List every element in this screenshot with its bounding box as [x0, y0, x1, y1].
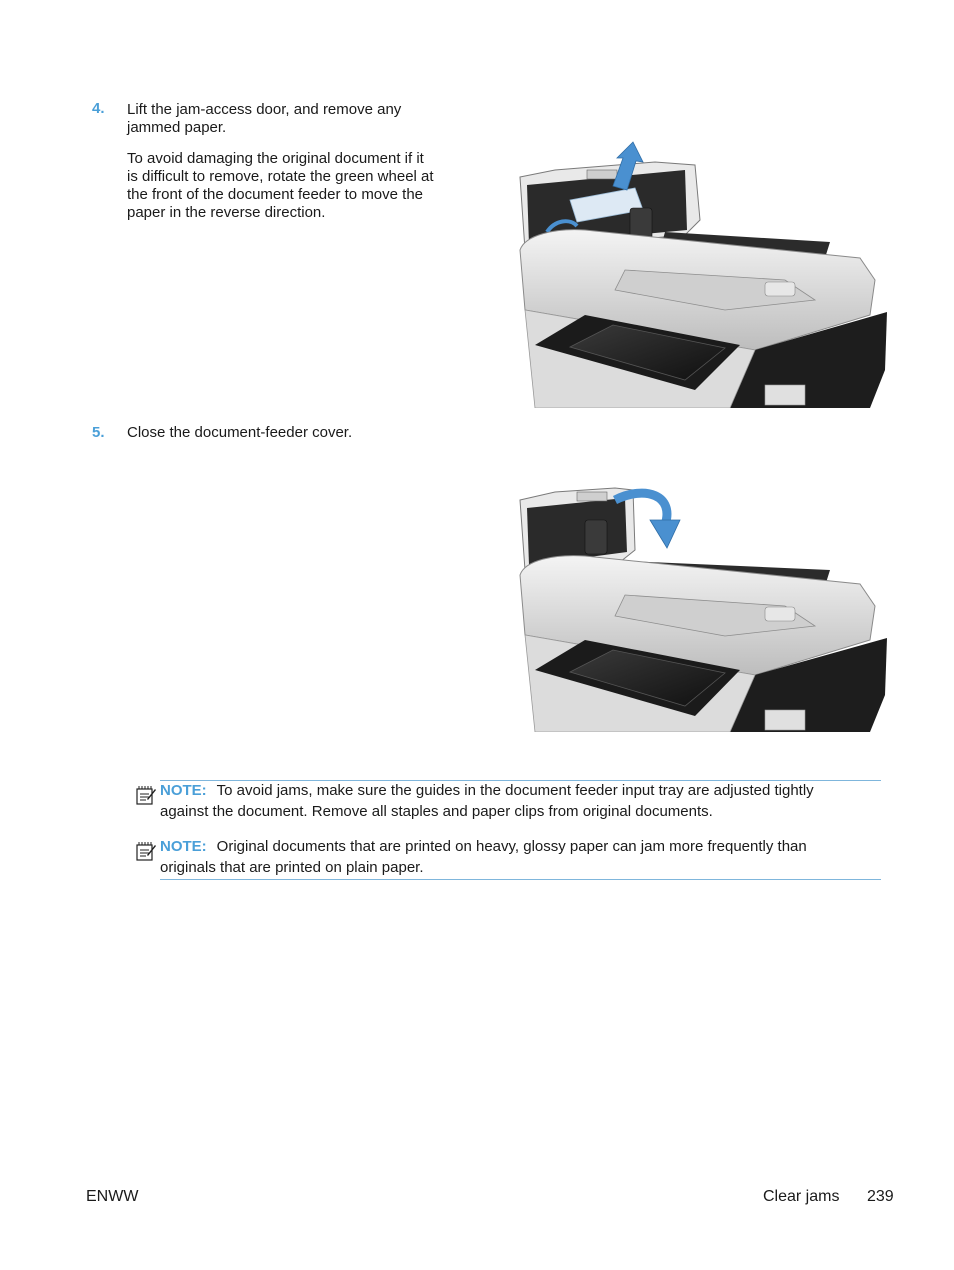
- footer-section: Clear jams: [763, 1188, 840, 1205]
- step-text-line: Close the document-feeder cover.: [127, 424, 353, 441]
- note-line-text: To avoid jams, make sure the guides in the document feeder input tray are adjusted tightly: [216, 782, 814, 799]
- note-line: against the document. Remove all staples and paper clips from original documents.: [160, 803, 713, 820]
- step-number: 4.: [92, 100, 105, 117]
- step-text-line: paper in the reverse direction.: [127, 204, 326, 221]
- step-text-line: the front of the document feeder to move the: [127, 186, 424, 203]
- note-text: [160, 836, 881, 878]
- note-box: [135, 780, 881, 826]
- note-line: [160, 836, 881, 857]
- note-text: [160, 780, 881, 822]
- note-bottom-rule: [160, 879, 881, 880]
- printer-feeder-cover-close-image: [515, 480, 889, 732]
- note-line: originals that are printed on plain paper.: [160, 859, 424, 876]
- note-line: [160, 780, 881, 801]
- step-number: 5.: [92, 424, 105, 441]
- step-text-line: To avoid damaging the original document if it: [127, 150, 424, 167]
- page-number: 239: [867, 1188, 894, 1205]
- printer-jam-access-open-image: [515, 140, 889, 408]
- note-box: [135, 836, 881, 880]
- note-line-text: Original documents that are printed on heavy, glossy paper can jam more frequently than: [216, 838, 807, 855]
- footer-left: ENWW: [86, 1188, 139, 1205]
- step-text-line: is difficult to remove, rotate the green wheel at: [127, 168, 434, 185]
- step-text-line: Lift the jam-access door, and remove any: [127, 101, 402, 118]
- note-label: NOTE:: [160, 782, 207, 799]
- note-label: NOTE:: [160, 838, 207, 855]
- note-icon: [135, 840, 157, 862]
- step-text-line: jammed paper.: [127, 119, 227, 136]
- note-icon: [135, 784, 157, 806]
